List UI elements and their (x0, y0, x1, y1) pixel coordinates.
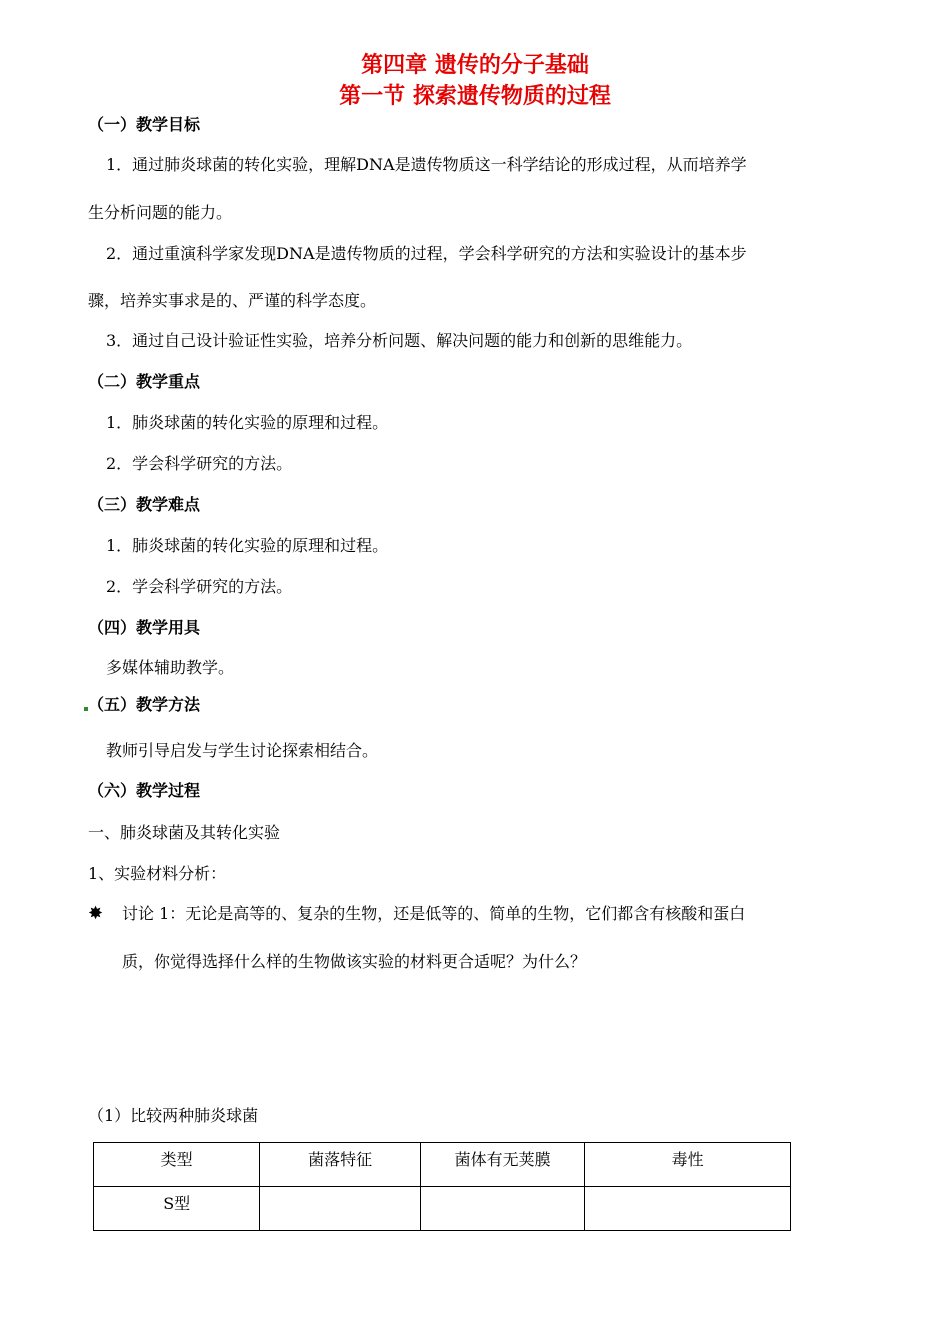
table-header-cell: 毒性 (585, 1143, 791, 1187)
table-cell: S型 (94, 1187, 260, 1231)
star-bullet-icon: ✸ (88, 903, 104, 924)
goal-2-line-2: 骤，培养实事求是的、严谨的科学态度。 (88, 291, 377, 310)
table-header-row (94, 1143, 791, 1187)
goal-1-line-2: 生分析问题的能力。 (88, 203, 233, 222)
difficulty-2: 2．学会科学研究的方法。 (106, 577, 293, 596)
difficulties-heading: （三）教学难点 (88, 495, 201, 514)
process-step-1: 1、实验材料分析： (88, 864, 227, 883)
key-point-2: 2．学会科学研究的方法。 (106, 454, 293, 473)
goal-1-line-1: 1．通过肺炎球菌的转化实验，理解DNA是遗传物质这一科学结论的形成过程，从而培养学 (106, 155, 747, 174)
goal-3: 3．通过自己设计验证性实验，培养分析问题、解决问题的能力和创新的思维能力。 (106, 331, 693, 350)
process-part-1: 一、肺炎球菌及其转化实验 (88, 823, 281, 842)
table-cell (420, 1187, 584, 1231)
table-header-cell: 菌体有无荚膜 (420, 1143, 584, 1187)
discussion-line-2: 质，你觉得选择什么样的生物做该实验的材料更合适呢？为什么？ (122, 952, 587, 971)
compare-label: （1）比较两种肺炎球菌 (88, 1106, 259, 1125)
methods-heading: （五）教学方法 (88, 695, 201, 714)
process-heading: （六）教学过程 (88, 781, 201, 800)
table-header-cell: 类型 (94, 1143, 260, 1187)
table-row (94, 1187, 791, 1231)
chapter-title: 第四章 遗传的分子基础 (361, 53, 589, 78)
discussion-line-1: 讨论 1：无论是高等的、复杂的生物，还是低等的、简单的生物，它们都含有核酸和蛋白 (122, 904, 746, 923)
difficulty-1: 1．肺炎球菌的转化实验的原理和过程。 (106, 536, 389, 555)
goals-heading: （一）教学目标 (88, 115, 201, 134)
bacteria-comparison-table (93, 1142, 791, 1231)
table-cell (260, 1187, 420, 1231)
tools-heading: （四）教学用具 (88, 618, 201, 637)
key-points-heading: （二）教学重点 (88, 372, 201, 391)
table-header-cell: 菌落特征 (260, 1143, 420, 1187)
section-title: 第一节 探索遗传物质的过程 (339, 84, 611, 109)
goal-2-line-1: 2．通过重演科学家发现DNA是遗传物质的过程，学会科学研究的方法和实验设计的基本步 (106, 244, 747, 263)
methods-text: 教师引导启发与学生讨论探索相结合。 (106, 741, 379, 760)
tools-text: 多媒体辅助教学。 (106, 658, 235, 677)
table-cell (585, 1187, 791, 1231)
key-point-1: 1．肺炎球菌的转化实验的原理和过程。 (106, 413, 389, 432)
